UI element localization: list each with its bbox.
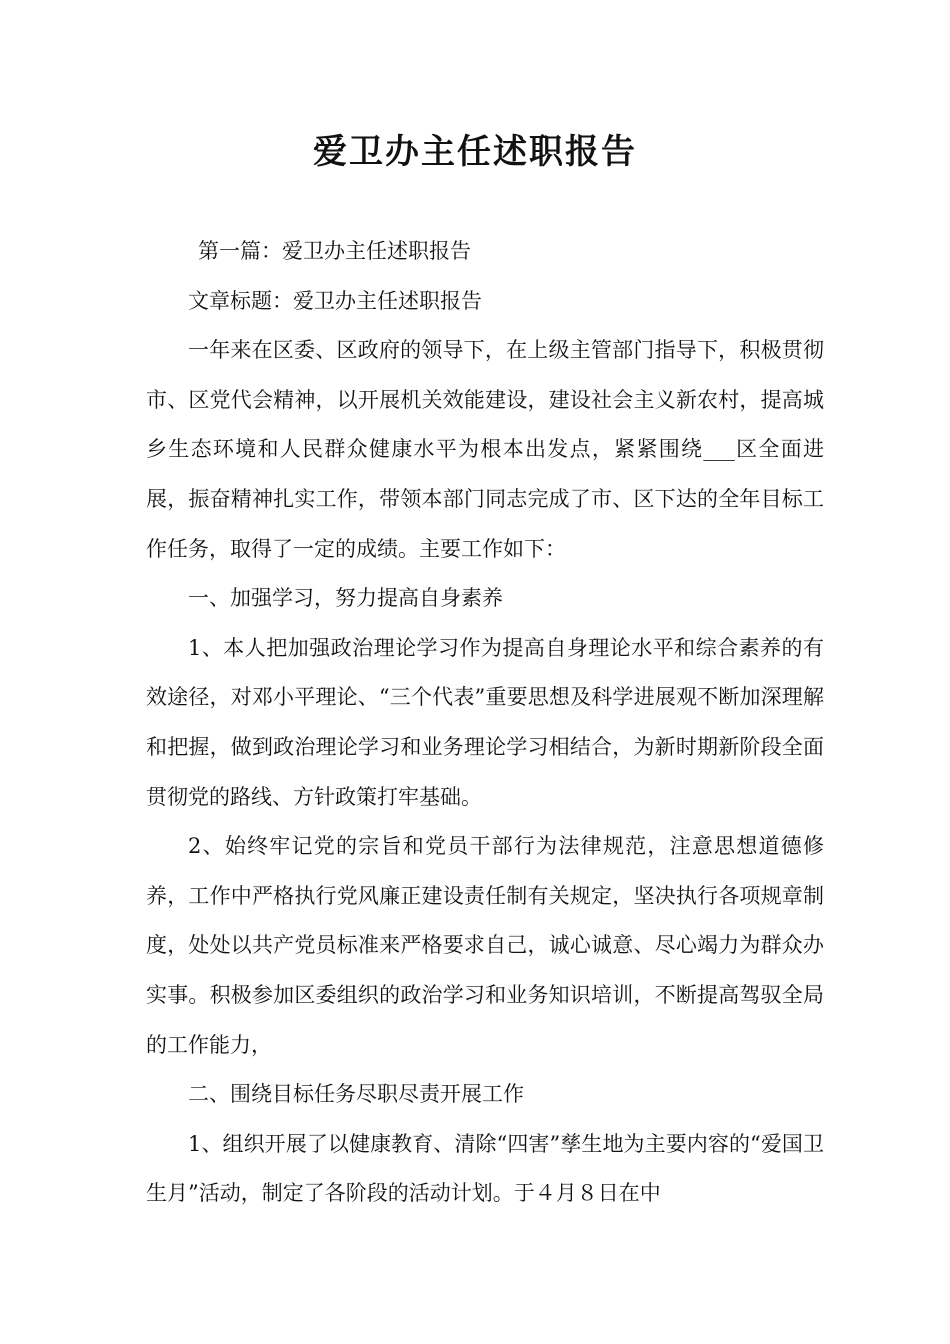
section-heading-study: 一、加强学习，努力提高自身素养 — [188, 586, 503, 611]
article-title-line: 文章标题：爱卫办主任述职报告 — [188, 288, 482, 313]
intro-paragraph: 一年来在区委、区政府的领导下，在上级主管部门指导下，积极贯彻市、区党代会精神，以开展机关效能建设，建设社会主义新农村，提高城乡生态环境和人民群众健康水平为根本出发点，紧紧围绕___区全面进展，振奋精神扎实工作，带领本部门同志完成了市、区下达的全年目标工作任务，取得了一定的成绩。主要工作如下： — [146, 338, 824, 561]
study-paragraph-1: 1、本人把加强政治理论学习作为提高自身理论水平和综合素养的有效途径，对邓小平理论、“三个代表”重要思想及科学进展观不断加深理解和把握，做到政治理论学习和业务理论学习相结合，为新时期新阶段全面贯彻党的路线、方针政策打牢基础。 — [146, 635, 824, 809]
work-paragraph-1: 1、组织开展了以健康教育、清除“四害”孳生地为主要内容的“爱国卫生月”活动，制定了各阶段的活动计划。于４月８日在中 — [146, 1131, 824, 1206]
study-paragraph-2: 2、始终牢记党的宗旨和党员干部行为法律规范，注意思想道德修养，工作中严格执行党风廉正建设责任制有关规定，坚决执行各项规章制度，处处以共产党员标准来严格要求自己，诚心诚意、尽心竭力为群众办实事。积极参加区委组织的政治学习和业务知识培训，不断提高驾驭全局的工作能力， — [146, 834, 824, 1057]
section-heading-part-one: 第一篇：爱卫办主任述职报告 — [198, 239, 471, 263]
document-body — [146, 227, 824, 1219]
section-heading-work: 二、围绕目标任务尽职尽责开展工作 — [188, 1082, 524, 1107]
document-title: 爱卫办主任述职报告 — [313, 132, 637, 172]
